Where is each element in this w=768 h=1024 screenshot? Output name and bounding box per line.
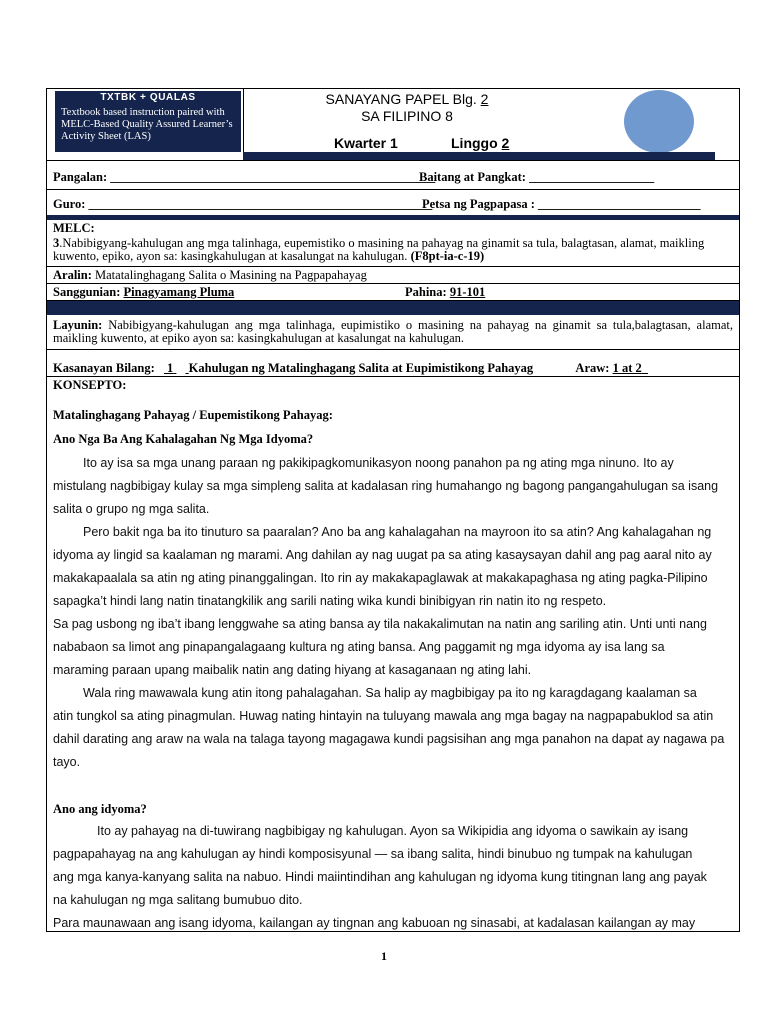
paragraph-4: Wala ring mawawala kung atin itong pahalagahan. Sa halip ay magbibigay pa ito ng karagdagang kaalaman sa atin tungkol sa ating pinagmulan. Huwag nating hintayin na tuluyang mawala ang mga bagay na nagpapabuklod sa atin dahil darating ang araw na wala na talaga tayong magagawa kundi pagsisihan ang mga panahon na dapat ay nagawa pa tayo. bbox=[53, 686, 725, 769]
txtbk-qualas-badge: TXTBK + QUALAS bbox=[55, 91, 241, 104]
subject-title: SA FILIPINO 8 bbox=[361, 108, 453, 124]
baitang-field: Baitang at Pangkat: ____________________ bbox=[419, 170, 655, 184]
petsa-field: Petsa ng Pagpapasa : __________________________ bbox=[422, 197, 701, 211]
worksheet-frame bbox=[46, 88, 740, 932]
worksheet-title: SANAYANG PAPEL Blg. 2 bbox=[325, 91, 489, 107]
paragraph-2: Pero bakit nga ba ito tinuturo sa paaralan? Ano ba ang kahalagahan na mayroon ito sa atin? Ang kahalagahan ng idyoma ay lingid sa kaalaman ng marami. Ang dahilan ay nag uugat pa sa ating kasaysayan dahil ang pag aaral nito ay makakapaalala sa atin ng ating pinanggalingan. Ito rin ay makakapaglawak at makakapaghasa ng ating pagka-Pilipino sapagka’t hindi lang natin tinatangkilik ang sarili nating wika kundi binibigyan rin natin ito ng respeto. bbox=[53, 525, 712, 608]
page-number: 1 bbox=[381, 949, 387, 963]
paragraph-3: Sa pag usbong ng iba’t ibang lenggwahe sa ating bansa ay tila nakakalimutan na natin ang sariling atin. Unti unti nang nababaon sa limot ang pinapangalagaang kultura ng ating bansa. Ang paggamit ng mga idyoma ay isa lang sa maraming paraan upang maibalik natin ang dating hiyang at kasaganaan ng ating lahi. bbox=[53, 617, 707, 677]
header-navy-bar bbox=[243, 152, 715, 160]
kwarter-label: Kwarter 1 bbox=[334, 135, 398, 151]
layunin-text: Layunin: Nabibigyang-kahulugan ang mga talinhaga, eupimistiko o masining na pahayag na ginamit sa tula,balagtasan, alamat, maikling kuwento, at epiko ayon sa: kasingkahulugan at kasalungat na kahulugan. bbox=[53, 318, 733, 345]
section-heading: Ano Nga Ba Ang Kahalagahan Ng Mga Idyoma? bbox=[53, 432, 314, 446]
konsepto-heading: Matalinghagang Pahayag / Eupemistikong Pahayag: bbox=[53, 408, 333, 422]
paragraph-1: Ito ay isa sa mga unang paraan ng pakikipagkomunikasyon noong panahon pa ng ating mga ninuno. Ito ay mistulang nagbibigay kulay sa mga simpleng salita at kadalasan ring humahango ng bagong pangangahulugan sa isang salita o grupo ng mga salita. bbox=[53, 456, 719, 516]
section-bar bbox=[47, 301, 739, 315]
badge-description: Textbook based instruction paired with MELC-Based Quality Assured Learner’s Activity Sheet (LAS) bbox=[55, 104, 241, 152]
aralin-row: Aralin: Matatalinghagang Salita o Masining na Pagpapahayag bbox=[53, 268, 367, 282]
guro-field: Guro: _______________________________________________________ bbox=[53, 197, 433, 211]
header-divider bbox=[243, 89, 244, 159]
section-heading: Ano ang idyoma? bbox=[53, 802, 147, 816]
melc-label: MELC: bbox=[53, 221, 95, 235]
konsepto-label: KONSEPTO: bbox=[53, 378, 127, 392]
pahina-row: Pahina: 91-101 bbox=[405, 285, 486, 299]
melc-text: 3.Nabibigyang-kahulugan ang mga talinhaga, eupemistiko o masining na pahayag na ginamit sa tula, balagtasan, alamat, maikling kuwento, epiko, ayon sa: kasingkahulugan at kasalungat na kahulugan. (F8pt-ia-c-19) bbox=[53, 236, 705, 263]
divider-bar bbox=[47, 215, 739, 220]
paragraph-5: Ito ay pahayag na di-tuwirang nagbibigay ng kahulugan. Ayon sa Wikipidia ang idyoma o sawikain ay isang pagpapahayag na ang kahulugan ay hindi komposisyunal — sa ibang salita, hindi binubuo ng tumpak na kahulugan ang mga kanya-kanyang salita na nabuo. Hindi maiintindihan ang kahulugan ng idyoma kung titingnan lang ang payak na kahulugan ng mga salitang bumubuo dito. Para maunawaan ang isang idyoma, kailangan ay tingnan ang kabuoan ng sinasabi, at kadalasan kailangan ay may bbox=[53, 824, 707, 930]
pangalan-field: Pangalan: ____________________________________________________ bbox=[53, 170, 436, 184]
logo-circle bbox=[624, 90, 694, 153]
kasanayan-row: Kasanayan Bilang: 1 Kahulugan ng Matalinghagang Salita at Eupimistikong Pahayag Araw: 1 at 2 bbox=[53, 361, 642, 375]
sanggunian-row: Sanggunian: Pinagyamang Pluma bbox=[53, 285, 235, 299]
linggo-label: Linggo 2 bbox=[451, 135, 510, 151]
